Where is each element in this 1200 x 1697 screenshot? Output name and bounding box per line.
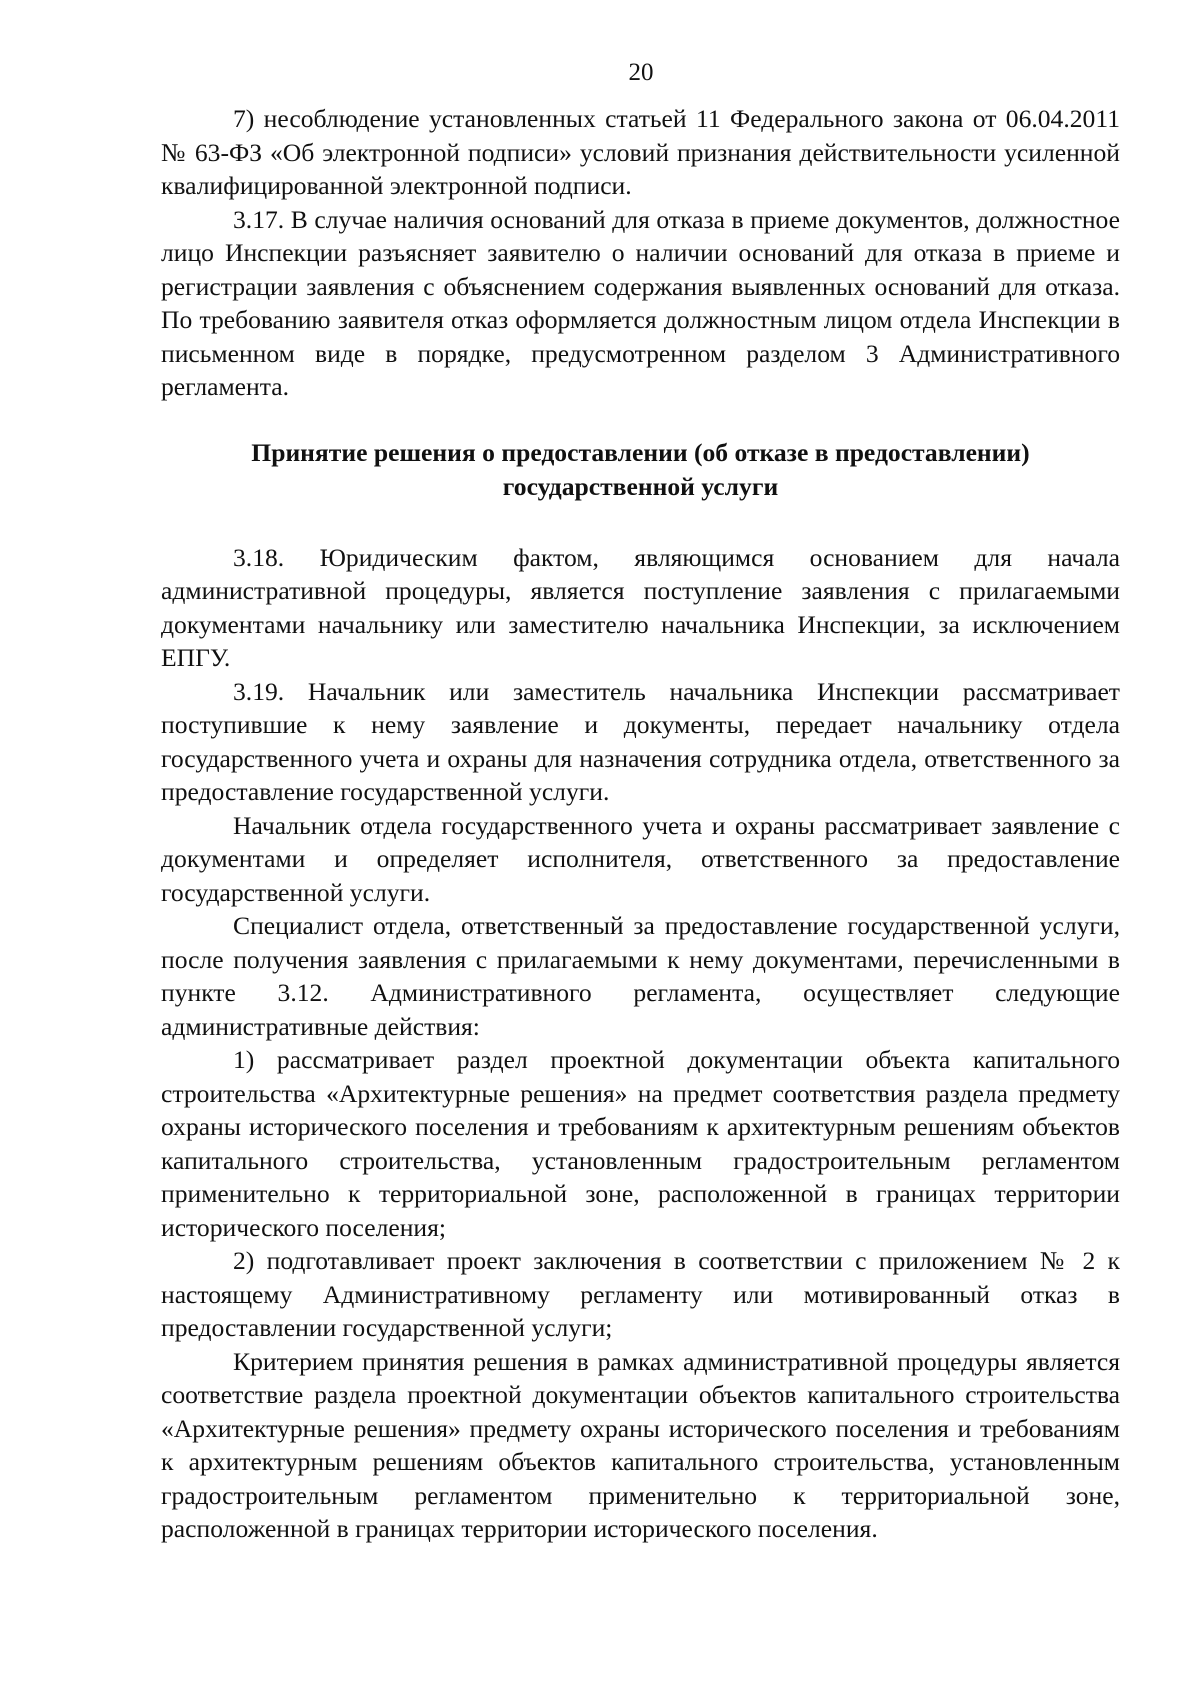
- paragraph-action-1: 1) рассматривает раздел проектной документации объекта капитального строительства «Архитектурные решения» на предмет соответствия раздела предмету охраны исторического поселения и требованиям к архитектурным решениям объектов капитального строительства, установленным градостроительным регламентом применительно к территориальной зоне, расположенной в границах территории исторического поселения;: [161, 1045, 1120, 1242]
- section-heading-line-1: Принятие решения о предоставлении (об отказе в предоставлении): [251, 437, 1030, 467]
- page-number: 20: [628, 59, 654, 86]
- paragraph-3-19: 3.19. Начальник или заместитель начальника Инспекции рассматривает поступившие к нему заявление и документы, передает начальнику отдела государственного учета и охраны для назначения сотрудника отдела, ответственного за предоставление государственной услуги.: [161, 676, 1120, 806]
- paragraph-item-7: 7) несоблюдение установленных статьей 11 Федерального закона от 06.04.2011 № 63-ФЗ «Об электронной подписи» условий признания действительности усиленной квалифицированной электронной подписи.: [161, 104, 1120, 200]
- document-body: [161, 102, 1120, 1546]
- paragraph-criterion: Критерием принятия решения в рамках административной процедуры является соответствие раздела проектной документации объектов капитального строительства «Архитектурные решения» предмету охраны исторического поселения и требованиям к архитектурным решениям объектов капитального строительства, установленным градостроительным регламентом применительно к территориальной зоне, расположенной в границах территории исторического поселения.: [161, 1346, 1120, 1543]
- paragraph-3-18: 3.18. Юридическим фактом, являющимся основанием для начала административной процедуры, является поступление заявления с прилагаемыми документами начальнику или заместителю начальника Инспекции, за исключением ЕПГУ.: [161, 542, 1120, 672]
- paragraph-specialist: Специалист отдела, ответственный за предоставление государственной услуги, после получения заявления с прилагаемыми к нему документами, перечисленными в пункте 3.12. Административного регламента, осуществляет следующие административные действия:: [161, 911, 1120, 1041]
- section-heading: [161, 436, 1120, 504]
- paragraph-action-2: 2) подготавливает проект заключения в соответствии с приложением № 2 к настоящему Административному регламенту или мотивированный отказ в предоставлении государственной услуги;: [161, 1246, 1120, 1342]
- paragraph-3-17: 3.17. В случае наличия оснований для отказа в приеме документов, должностное лицо Инспекции разъясняет заявителю о наличии оснований для отказа в приеме и регистрации заявления с объяснением содержания выявленных оснований для отказа. По требованию заявителя отказ оформляется должностным лицом отдела Инспекции в письменном виде в порядке, предусмотренном разделом 3 Административного регламента.: [161, 204, 1120, 401]
- paragraph-department-head: Начальник отдела государственного учета и охраны рассматривает заявление с документами и определяет исполнителя, ответственного за предоставление государственной услуги.: [161, 810, 1120, 907]
- section-heading-line-2: государственной услуги: [502, 471, 779, 501]
